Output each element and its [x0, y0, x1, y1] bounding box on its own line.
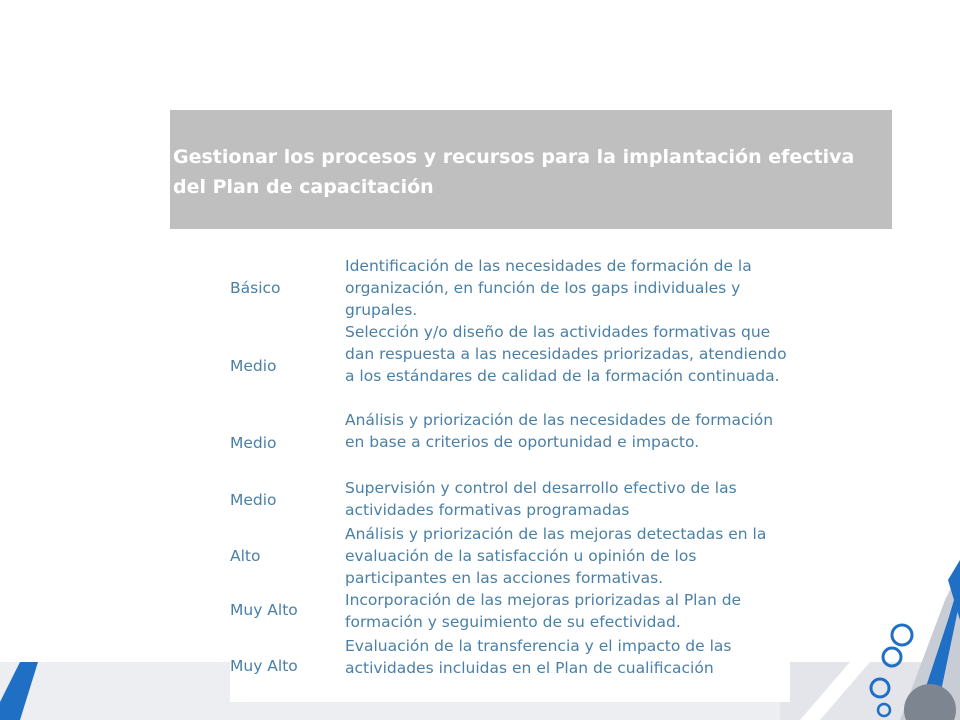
- level-description: Análisis y priorización de las mejoras detectadas en la evaluación de la satisfacción u opinión de los participantes en las acciones formativas.: [345, 525, 767, 587]
- level-description: Evaluación de la transferencia y el impacto de las actividades incluidas en el Plan de cualificación: [345, 637, 732, 677]
- level-label: Básico: [230, 279, 281, 297]
- level-label: Medio: [230, 357, 277, 375]
- level-label: Medio: [230, 434, 277, 452]
- level-label: Medio: [230, 491, 277, 509]
- page-title: Gestionar los procesos y recursos para la implantación efectiva del Plan de capacitación: [173, 146, 855, 198]
- level-description: Identificación de las necesidades de formación de la organización, en función de los gaps individuales y grupales.: [345, 257, 752, 319]
- section-header: [170, 110, 892, 229]
- corner-logo-graphic: [780, 560, 960, 720]
- level-description: Análisis y priorización de las necesidades de formación en base a criterios de oportunidad e impacto.: [345, 411, 774, 451]
- level-description: Incorporación de las mejoras priorizadas al Plan de formación y seguimiento de su efectividad.: [345, 591, 742, 631]
- level-label: Alto: [230, 547, 261, 565]
- footer-left-accent: [0, 662, 38, 720]
- level-description: Supervisión y control del desarrollo efectivo de las actividades formativas programadas: [345, 479, 737, 519]
- level-label: Muy Alto: [230, 601, 298, 619]
- level-label: Muy Alto: [230, 657, 298, 675]
- level-description: Selección y/o diseño de las actividades formativas que dan respuesta a las necesidades priorizadas, atendiendo a los estándares de calidad de la formación continuada.: [345, 323, 787, 385]
